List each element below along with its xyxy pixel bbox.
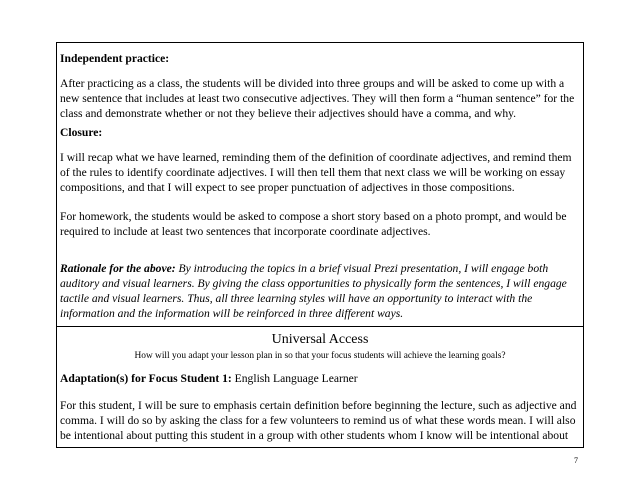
closure-paragraph-2: For homework, the students would be asked to compose a short story based on a photo prompt, and would be required to include at least two sentences that incorporate coordinate adjectives. [60,210,567,238]
universal-access-cell [57,327,584,448]
page-number: 7 [574,456,578,465]
table-row [57,327,584,448]
practice-closure-cell [57,43,584,327]
closure-heading: Closure: [60,126,103,139]
universal-access-subtitle: How will you adapt your lesson plan in so that your focus students will achieve the learning goals? [134,351,506,361]
lesson-plan-table [56,42,584,448]
independent-practice-heading: Independent practice: [60,52,170,65]
adaptation-text: For this student, I will be sure to emphasis certain definition before beginning the lecture, such as adjective and comma. I will do so by asking the class for a few volunteers to remind us of what these words mean. I will also be intentional about putting this student in a group with other students whom I know will be intentional about [60,399,577,442]
adaptation-line [60,371,580,386]
universal-access-title: Universal Access [271,332,369,347]
independent-practice-text: After practicing as a class, the students will be divided into three groups and will be asked to come up with a new sentence that includes at least two consecutive adjectives. They will then form a “human sentence” for the class and demonstrate whether or not they believe their adjectives should have a comma, and why. [60,77,575,120]
rationale-paragraph [60,261,580,321]
adaptation-value: English Language Learner [231,372,358,385]
table-row [57,43,584,327]
closure-paragraph-1: I will recap what we have learned, reminding them of the definition of coordinate adjectives, and remind them of the rules to identify coordinate adjectives. I will then tell them that next class we will be working on essay compositions, and that I will expect to see proper punctuation of adjectives in those compositions. [60,151,572,194]
rationale-text: By introducing the topics in a brief visual Prezi presentation, I will engage both auditory and visual learners. By giving the class opportunities to physically form the sentences, I will engage tactile and visual learners. Thus, all three learning styles will have an opportunity to interact with the information and the information will be reinforced in three different ways. [60,262,567,320]
adaptation-label: Adaptation(s) for Focus Student 1: [60,372,232,385]
rationale-label: Rationale for the above: [60,262,176,275]
